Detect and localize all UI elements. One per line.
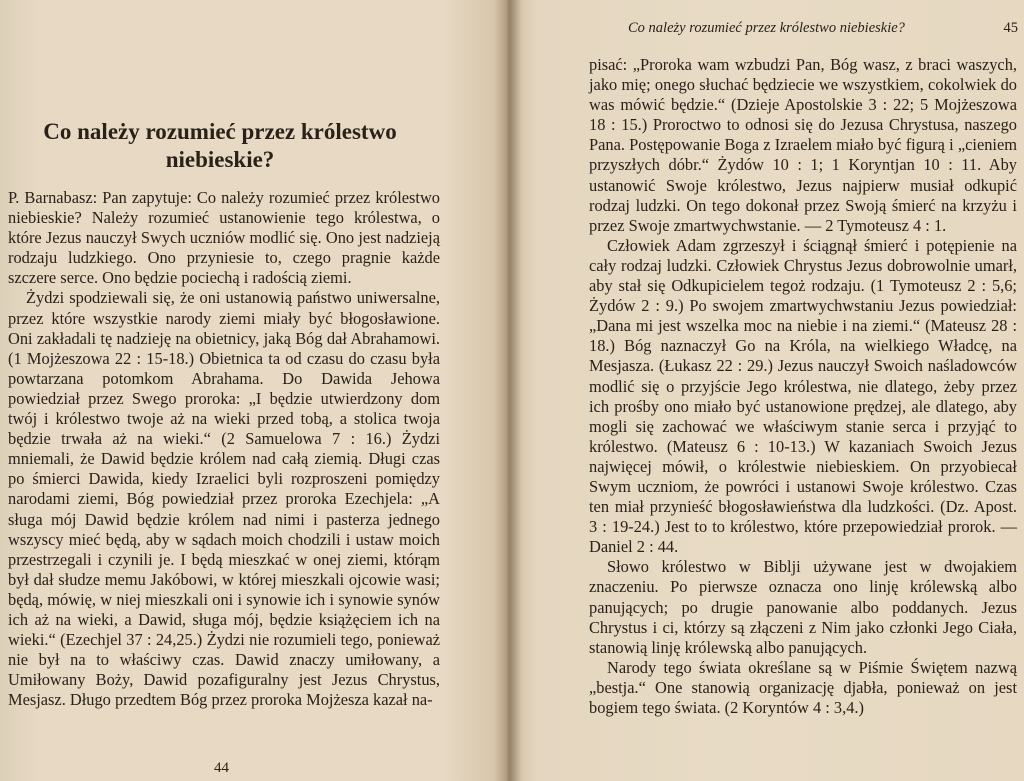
left-page: [0, 0, 506, 781]
left-column-text: [8, 188, 440, 710]
paragraph: pisać: „Proroka wam wzbudzi Pan, Bóg wasz, z braci waszych, jako mię; onego słuchać będziecie we wszystkiem, cokolwiek do was mówić będzie.“ (Dzieje Apostolskie 3 : 22; 5 Mojżeszowa 18 : 15.) Proroctwo to odnosi się do Jezusa Chrystusa, naszego Pana. Postępowanie Boga z Izraelem miało być figurą i „cieniem przyszłych dóbr.“ Żydów 10 : 1; 1 Koryntjan 10 : 11. Aby ustanowić Swoje królestwo, Jezus najpierw musiał odkupić rodzaj ludzki. On tego dokonał przez Swoją śmierć na krzyżu i przez Swoje zmartwychwstanie. — 2 Tymoteusz 4 : 1.: [589, 55, 1017, 235]
paragraph: Słowo królestwo w Biblji używane jest w dwojakiem znaczeniu. Po pierwsze oznacza ono linję królewską albo panujących; po drugie panowanie albo poddanych. Jezus Chrystus i ci, którzy są złączeni z Nim jako członki Jego Ciała, stanowią linję królewską albo panujących.: [589, 557, 1017, 657]
paragraph: Człowiek Adam zgrzeszył i ściągnął śmierć i potępienie na cały rodzaj ludzki. Człowiek Chrystus Jezus dobrowolnie umarł, aby stał się Odkupicielem tegoż rodzaju. (1 Tymoteusz 2 : 5,6; Żydów 2 : 9.) Po swojem zmartwychwstaniu Jezus powiedział: „Dana mi jest wszelka moc na niebie i na ziemi.“ (Mateusz 28 : 18.) Bóg naznaczył Go na Króla, na wielkiego Władcę, na Mesjasza. (Łukasz 22 : 29.) Jezus nauczył Swoich naśladowców modlić się o przyjście Jego królestwa, nie dlatego, żeby przez ich prośby ono miało być ustanowione prędzej, ale dlatego, aby mogli się zachować we właściwym stanie serca i przyjąć to królestwo. (Mateusz 6 : 10-13.) W kazaniach Swoich Jezus najwięcej mówił, o królestwie niebieskiem. On przyobiecał Swym uczniom, że powróci i ustanowi Swoje królestwo. Czas ten miał przynieść błogosławieństwa dla ludzkości. (Dz. Apost. 3 : 19-24.) Jest to to królestwo, które przepowiedział prorok. — Daniel 2 : 44.: [589, 235, 1017, 557]
running-title: Co należy rozumieć przez królestwo niebieskie?: [628, 20, 905, 36]
page-number-left: 44: [214, 760, 229, 776]
paragraph: P. Barnabasz: Pan zapytuje: Co należy rozumieć przez królestwo niebieskie? Należy rozumieć ustanowienie tego królestwa, o które Jezus nauczył Swych uczniów modlić się. Ono jest nadzieją rodzaju ludzkiego. Ono przyniesie to, czego pragnie każde szczere serce. Ono będzie pociechą i radością ziemi.: [8, 188, 440, 288]
paragraph: Żydzi spodziewali się, że oni ustanowią państwo uniwersalne, przez które wszystkie narody ziemi miały być błogosławione. Oni zakładali tę nadzieję na obietnicy, jaką Bóg dał Abrahamowi. (1 Mojżeszowa 22 : 15-18.) Obietnica ta od czasu do czasu była powtarzana potomkom Abrahama. Do Dawida Jehowa powiedział przez Swego proroka: „I będzie utwierdzony dom twój i królestwo twoje aż na wieki przed tobą, a stolica twoja będzie trwała aż na wieki.“ (2 Samuelowa 7 : 16.) Żydzi mniemali, że Dawid będzie królem nad całą ziemią. Długi czas po śmierci Dawida, kiedy Izraelici byli rozproszeni pomiędzy narodami ziemi, Bóg powiedział przez proroka Ezechjela: „A sługa mój Dawid będzie królem nad nimi i pasterza jednego wszyscy mieć będą, aby w sądach moich chodzili i ustaw moich przestrzegali i czynili je. I będą mieszkać w onej ziemi, którąm był dał słudze memu Jakóbowi, w której mieszkali ojcowie wasi; będą, mówię, w niej mieszkali oni i synowie ich i synowie synów ich aż na wieki, a Dawid, sługa mój, będzie książęciem ich na wieki.“ (Ezechjel 37 : 24,25.) Żydzi nie rozumieli tego, ponieważ nie był na to właściwy czas. Dawid znaczy umiłowany, a Umiłowany Boży, Dawid pozafiguralny jest Jezus Chrystus, Mesjasz. Długo przedtem Bóg przez proroka Mojżesza kazał na-: [8, 288, 440, 710]
right-column-text: [589, 55, 1017, 718]
page-number-right: 45: [1003, 20, 1018, 36]
paragraph: Narody tego świata określane są w Piśmie Świętem nazwą „bestja.“ One stanowią organizację djabła, ponieważ on jest bogiem tego świata. (2 Koryntów 4 : 3,4.): [589, 657, 1017, 717]
book-gutter: [494, 0, 522, 781]
chapter-title: Co należy rozumieć przez królestwo niebieskie?: [43, 119, 397, 172]
